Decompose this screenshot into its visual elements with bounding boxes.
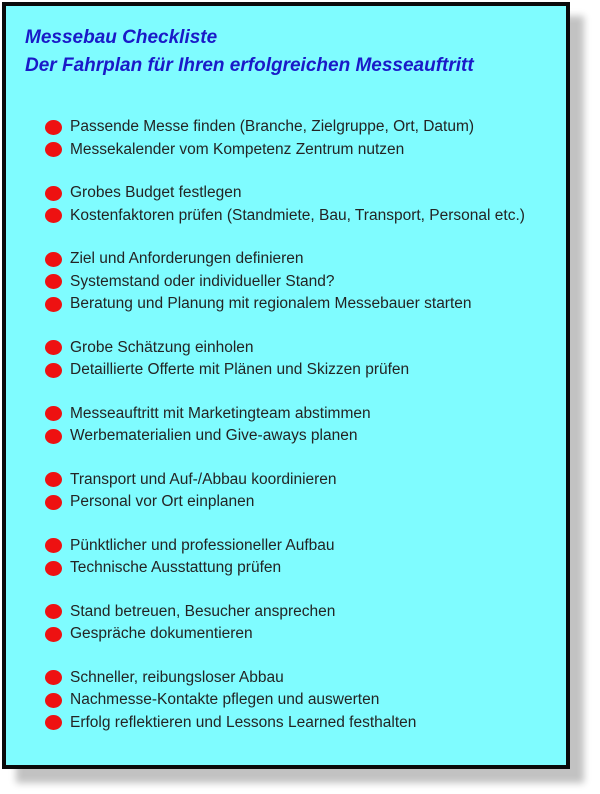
checklist-item: [6, 359, 566, 382]
bullet-dot-icon: [45, 406, 62, 421]
checklist-item-label: Detaillierte Offerte mit Plänen und Skizzen prüfen: [70, 361, 410, 379]
checklist-item-label: Systemstand oder individueller Stand?: [70, 272, 335, 290]
checklist-group: [6, 667, 566, 735]
checklist-item-label: Stand betreuen, Besucher ansprechen: [70, 602, 336, 620]
checklist-item-label: Messekalender vom Kompetenz Zentrum nutzen: [70, 140, 405, 158]
checklist-item-label: Pünktlicher und professioneller Aufbau: [70, 536, 335, 554]
bullet-dot-icon: [45, 604, 62, 619]
checklist-item: [6, 205, 566, 228]
checklist-item: [6, 403, 566, 426]
checklist-item: [6, 337, 566, 360]
checklist-item-label: Messeauftritt mit Marketingteam abstimmen: [70, 404, 371, 422]
title-line-2: Der Fahrplan für Ihren erfolgreichen Messeauftritt: [25, 55, 474, 76]
checklist-item: [6, 248, 566, 271]
checklist-card: [2, 2, 570, 769]
bullet-dot-icon: [45, 297, 62, 312]
bullet-dot-icon: [45, 495, 62, 510]
checklist-item: [6, 623, 566, 646]
checklist-item-label: Nachmesse-Kontakte pflegen und auswerten: [70, 691, 380, 709]
bullet-dot-icon: [45, 715, 62, 730]
checklist-group: [6, 248, 566, 316]
bullet-dot-icon: [45, 252, 62, 267]
bullet-dot-icon: [45, 693, 62, 708]
checklist-item: [6, 712, 566, 735]
checklist-item: [6, 293, 566, 316]
bullet-dot-icon: [45, 186, 62, 201]
checklist-group: [6, 535, 566, 580]
checklist-item-label: Transport und Auf-/Abbau koordinieren: [70, 470, 337, 488]
checklist-item-label: Gespräche dokumentieren: [70, 625, 253, 643]
checklist-item-label: Erfolg reflektieren und Lessons Learned festhalten: [70, 713, 417, 731]
checklist-item: [6, 557, 566, 580]
checklist-item-label: Beratung und Planung mit regionalem Messebauer starten: [70, 295, 472, 313]
checklist-item: [6, 469, 566, 492]
checklist-item: [6, 139, 566, 162]
checklist-item-label: Kostenfaktoren prüfen (Standmiete, Bau, Transport, Personal etc.): [70, 206, 525, 224]
checklist-group: [6, 469, 566, 514]
checklist-group: [6, 601, 566, 646]
checklist-group: [6, 116, 566, 161]
checklist-group: [6, 337, 566, 382]
page-title: [25, 24, 566, 80]
bullet-dot-icon: [45, 670, 62, 685]
checklist-item: [6, 535, 566, 558]
checklist-item: [6, 182, 566, 205]
checklist-group: [6, 182, 566, 227]
checklist-item: [6, 689, 566, 712]
checklist: [6, 116, 566, 734]
bullet-dot-icon: [45, 627, 62, 642]
checklist-item-label: Werbematerialien und Give-aways planen: [70, 427, 358, 445]
bullet-dot-icon: [45, 274, 62, 289]
bullet-dot-icon: [45, 142, 62, 157]
checklist-item: [6, 425, 566, 448]
checklist-item-label: Passende Messe finden (Branche, Zielgruppe, Ort, Datum): [70, 118, 475, 136]
bullet-dot-icon: [45, 363, 62, 378]
checklist-item-label: Grobes Budget festlegen: [70, 184, 242, 202]
checklist-item-label: Grobe Schätzung einholen: [70, 338, 254, 356]
checklist-item: [6, 667, 566, 690]
bullet-dot-icon: [45, 538, 62, 553]
checklist-item-label: Ziel und Anforderungen definieren: [70, 250, 304, 268]
checklist-group: [6, 403, 566, 448]
bullet-dot-icon: [45, 561, 62, 576]
checklist-item-label: Schneller, reibungsloser Abbau: [70, 668, 284, 686]
checklist-item: [6, 271, 566, 294]
bullet-dot-icon: [45, 120, 62, 135]
bullet-dot-icon: [45, 429, 62, 444]
bullet-dot-icon: [45, 340, 62, 355]
checklist-item: [6, 116, 566, 139]
checklist-item: [6, 491, 566, 514]
checklist-item-label: Technische Ausstattung prüfen: [70, 559, 282, 577]
bullet-dot-icon: [45, 208, 62, 223]
checklist-item: [6, 601, 566, 624]
bullet-dot-icon: [45, 472, 62, 487]
checklist-item-label: Personal vor Ort einplanen: [70, 493, 255, 511]
title-line-1: Messebau Checkliste: [25, 27, 218, 48]
